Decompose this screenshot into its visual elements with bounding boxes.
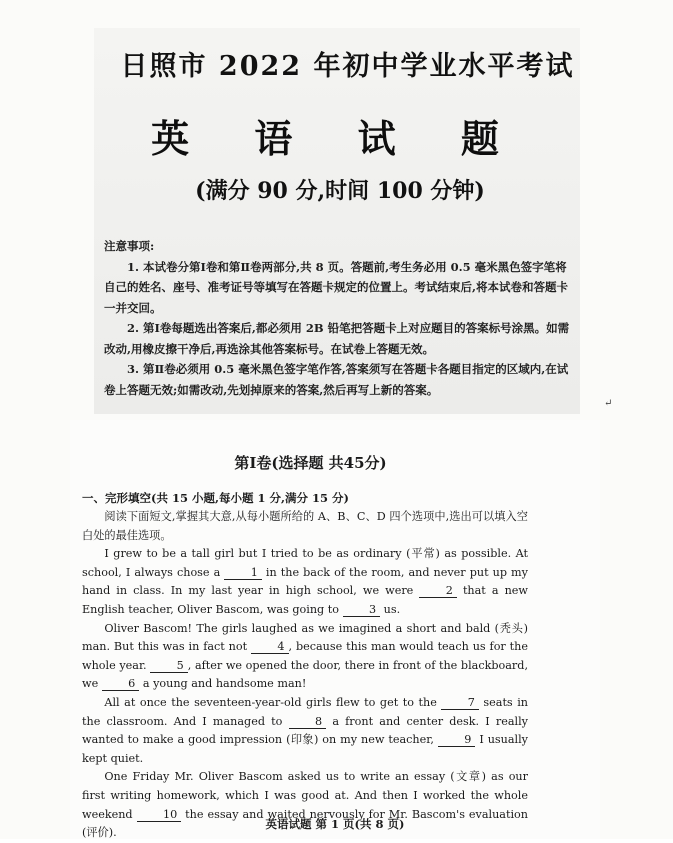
- paragraph-text: Oliver Bascom! The girls laughed as we imagined a short and bald (秃头) man. But this was in fact not: [82, 621, 528, 654]
- return-mark: ↵: [604, 398, 613, 409]
- page-footer: 英语试题 第 1 页(共 8 页): [265, 817, 405, 831]
- paragraph-text: in the back of the room, and never put up my hand in class. In my last year in high school, we were: [82, 565, 528, 598]
- paragraph-text: , after we opened the door, there in front of the blackboard, we: [82, 658, 529, 691]
- note-item-1: 1. 本试卷分第Ⅰ卷和第Ⅱ卷两部分,共 8 页。答题前,考生务必用 0.5 毫米黑色签字笔将自己的姓名、座号、准考证号等填写在答题卡规定的位置上。考试结束后,将本试卷和答题卡一并交回。: [104, 259, 568, 315]
- blank-3: 3: [343, 603, 381, 617]
- part-title: 一、完形填空(共 15 小题,每小题 1 分,满分 15 分): [82, 491, 349, 505]
- paragraph-text: , because this man would teach us for the whole year.: [82, 640, 528, 672]
- blank-8: 8: [289, 715, 327, 729]
- note-item-3: 3. 第Ⅱ卷必须用 0.5 毫米黑色签字笔作答,答案须写在答题卡各题目指定的区域内,在试卷上答题无效;如需改动,先划掉原来的答案,然后再写上新的答案。: [104, 362, 569, 397]
- blank-4: 4: [251, 640, 289, 654]
- subject-title: 英 语 试 题: [151, 116, 525, 161]
- blank-2: 2: [419, 584, 457, 598]
- instructions: 阅读下面短文,掌握其大意,从每小题所给的 A、B、C、D 四个选项中,选出可以填入空白处的最佳选项。: [82, 510, 528, 542]
- paragraph-text: a front and center desk. I really wanted to make a good impression (印象) on my new teacher,: [82, 714, 528, 747]
- section-title: 第Ⅰ卷(选择题 共45分): [234, 454, 387, 472]
- paragraph-1: [82, 545, 528, 619]
- note-item-2: 2. 第Ⅰ卷每题选出答案后,都必须用 2B 铅笔把答题卡上对应题目的答案标号涂黑。如需改动,用橡皮擦干净后,再选涂其他答案标号。在试卷上答题无效。: [104, 321, 570, 356]
- exam-title: 日照市 2022 年初中学业水平考试: [120, 51, 575, 82]
- blank-6: 6: [102, 677, 140, 691]
- blank-7: 7: [441, 696, 479, 710]
- paragraph-text: All at once the seventeen-year-old girls flew to get to the: [104, 695, 437, 709]
- paragraph-3: [82, 694, 528, 768]
- blank-5: 5: [150, 659, 188, 673]
- paragraph-text: seats in the classroom. And I managed to: [82, 695, 528, 728]
- score-time-info: (满分 90 分,时间 100 分钟): [195, 178, 485, 204]
- paragraph-text: I usually kept quiet.: [82, 733, 529, 765]
- paragraph-text: the essay and waited nervously for Mr. Bascom's evaluation (评价).: [82, 807, 528, 840]
- notes-block: [104, 236, 572, 400]
- blank-10: 10: [137, 808, 182, 822]
- paragraph-text: One Friday Mr. Oliver Bascom asked us to write an essay (文章) as our first writing homework, which I was good at. And then I worked the whole weekend: [82, 770, 528, 821]
- paragraph-text: I grew to be a tall girl but I tried to be as ordinary (平常) as possible. At school, I always chose a: [82, 547, 528, 579]
- paragraph-text: that a new English teacher, Oliver Bascom, was going to: [82, 584, 528, 616]
- paragraph-text: us.: [383, 602, 401, 616]
- blank-9: 9: [438, 733, 476, 747]
- cloze-passage: [82, 508, 528, 843]
- paragraph-text: a young and handsome man!: [142, 677, 307, 691]
- paragraph-2: [82, 620, 528, 694]
- blank-1: 1: [224, 566, 262, 580]
- notes-heading: 注意事项:: [104, 239, 155, 253]
